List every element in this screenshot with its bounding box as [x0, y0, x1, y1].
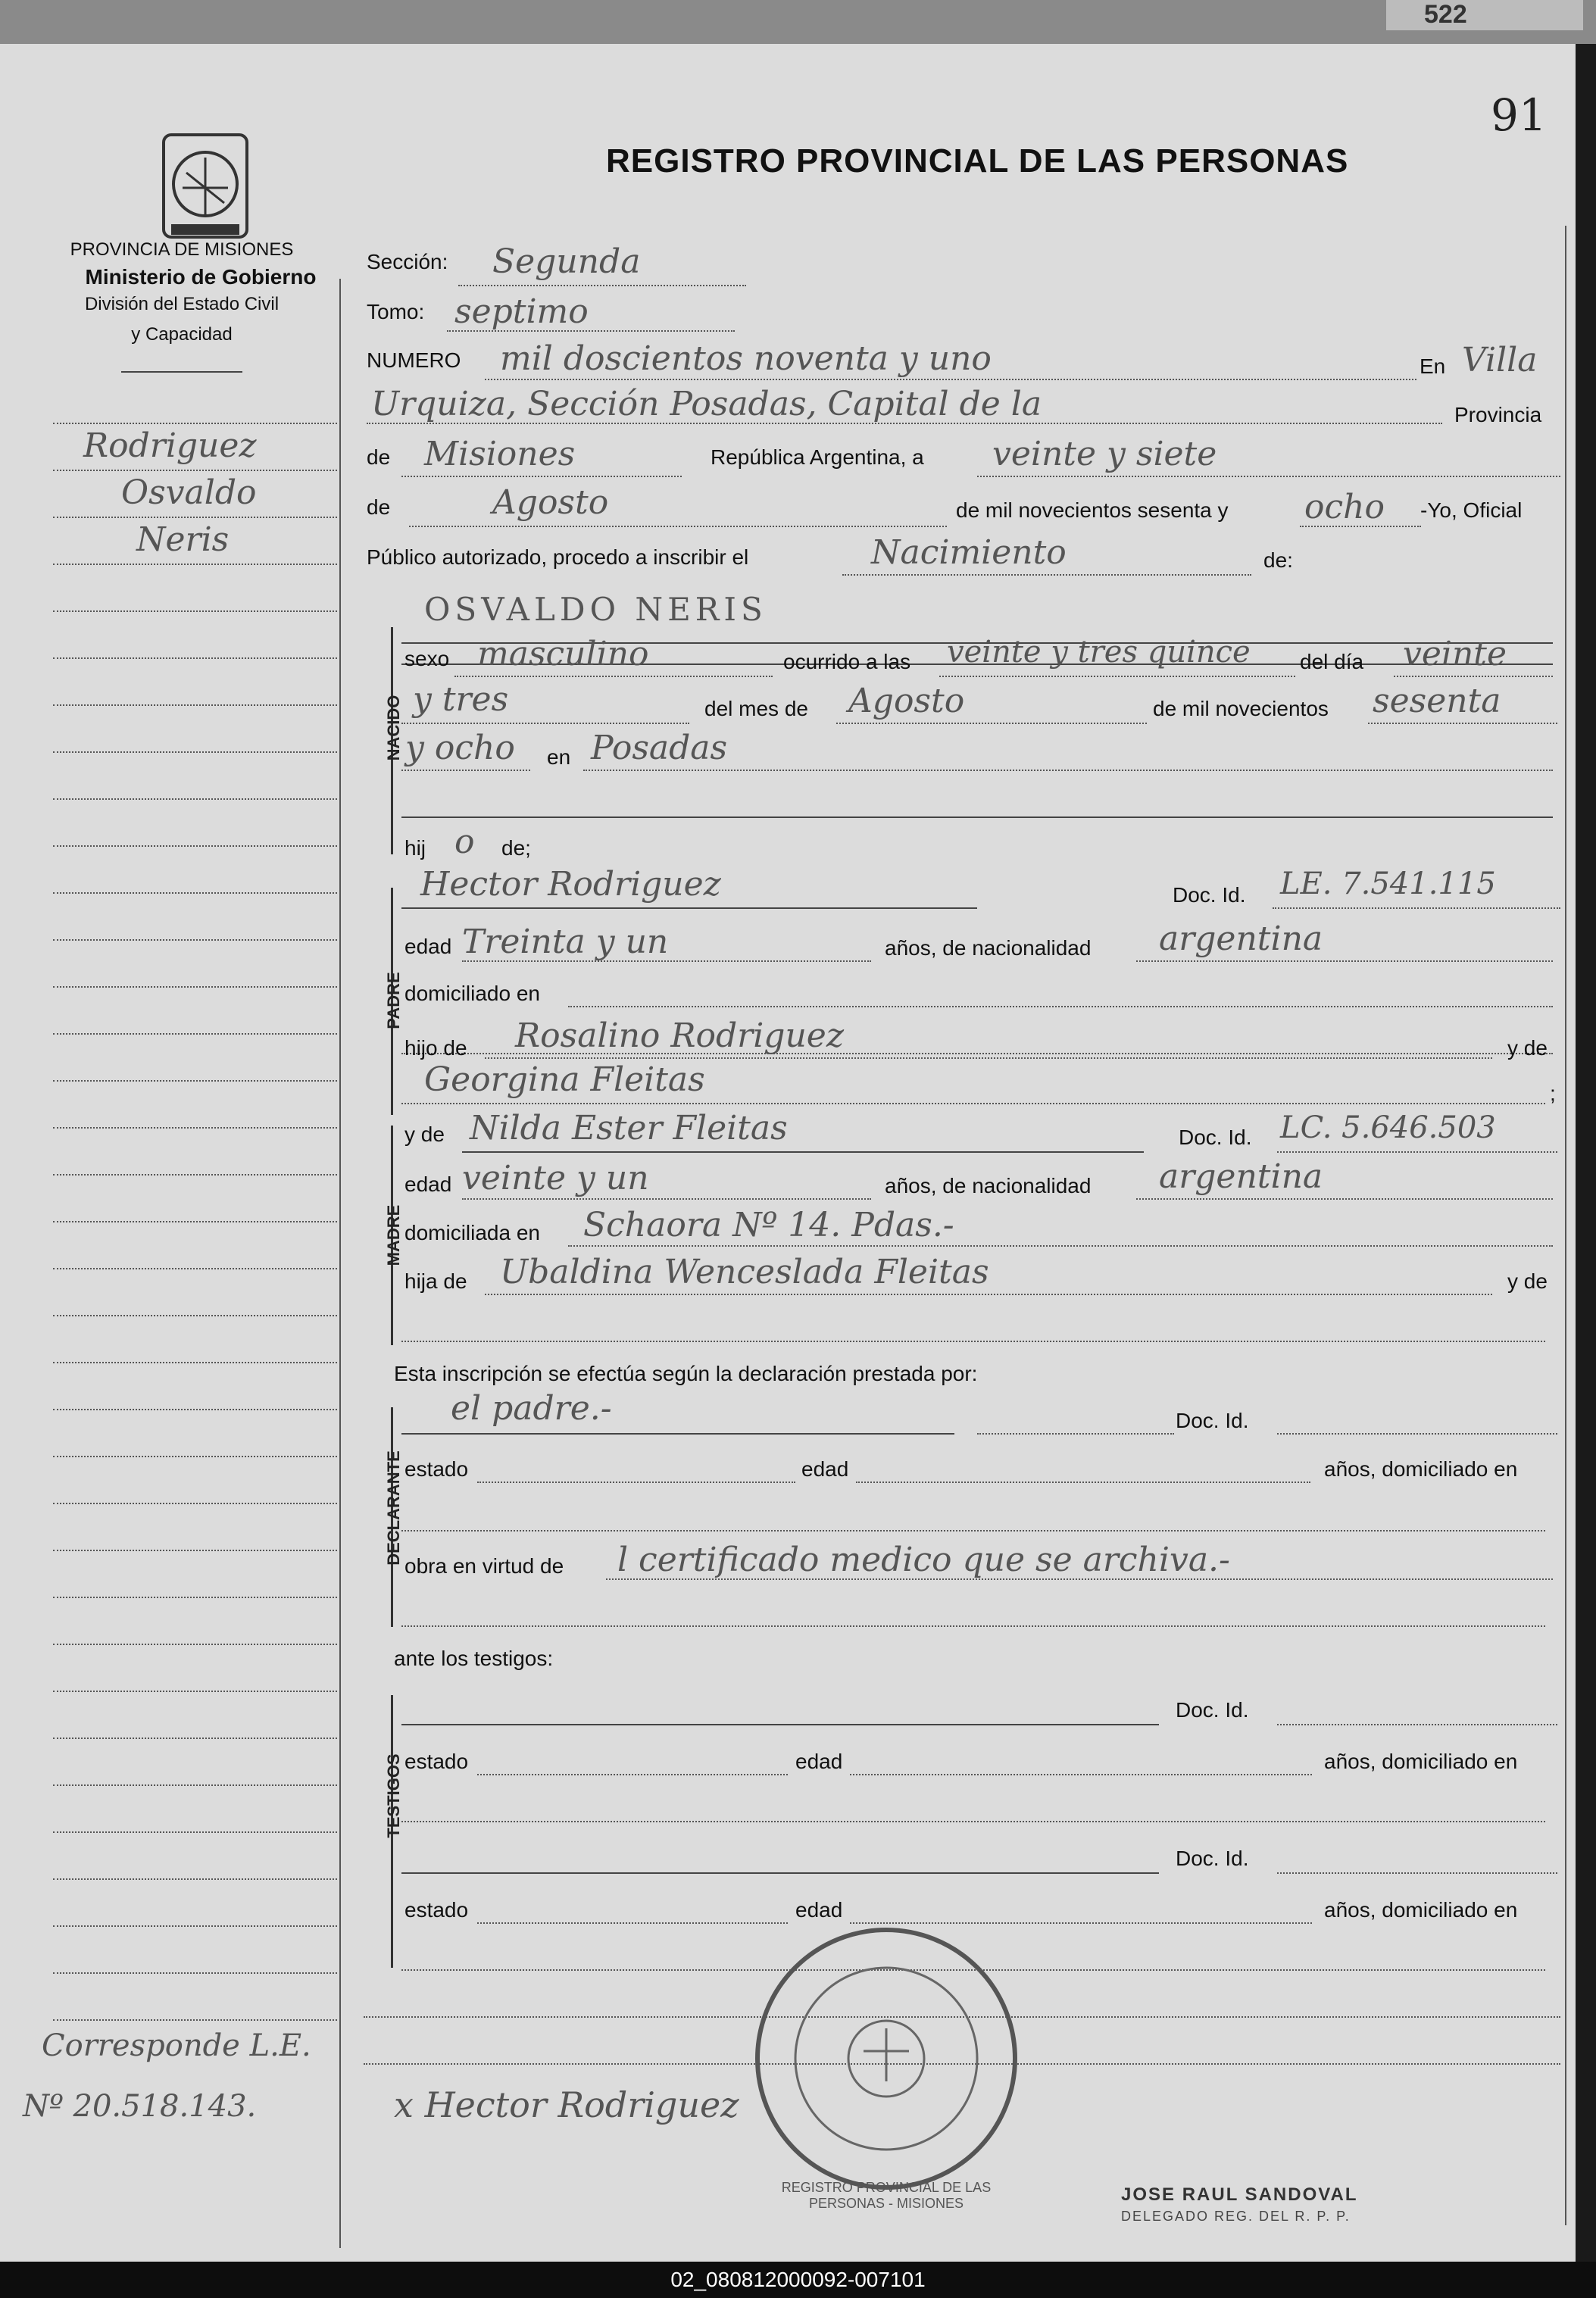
anio2-value: y ocho [405, 729, 515, 767]
declarante-section-label: DECLARANTE [384, 1450, 403, 1566]
hij-de-label: de; [501, 836, 531, 860]
anio-value: ocho [1304, 488, 1385, 526]
testigo1-dom-line [401, 1821, 1545, 1822]
madre-nombre-line [462, 1151, 1144, 1153]
de2-label: de [367, 495, 391, 519]
declarante-dom-line [401, 1530, 1545, 1531]
declarante-edad-line [856, 1482, 1310, 1483]
margin-footer-line-2: Nº 20.518.143. [23, 2089, 257, 2124]
margin-line [53, 1972, 337, 1974]
testigo1-doc-label: Doc. Id. [1176, 1698, 1249, 1722]
nacido-section-label: NACIDO [384, 695, 403, 761]
padre-madre-value: Georgina Fleitas [424, 1060, 705, 1099]
declarante-edad-label: edad [801, 1457, 849, 1481]
provincia-label: Provincia [1454, 403, 1542, 426]
official-stamp-icon [750, 1922, 1023, 2195]
madre-bottom-line [401, 1341, 1545, 1342]
anio2-line [401, 770, 530, 771]
margin-line [53, 1784, 337, 1786]
nacido-mes-value: Agosto [848, 682, 965, 720]
acto-value: Nacimiento [871, 533, 1067, 572]
provincia-line [401, 476, 682, 477]
margin-line [53, 1221, 337, 1222]
margin-line [53, 939, 337, 941]
madre-nac-line [1136, 1198, 1553, 1200]
padre-doc-line [1273, 907, 1560, 909]
madre-dom-value: Schaora Nº 14. Pdas.- [583, 1206, 954, 1244]
declarante-dom-label: años, domiciliado en [1324, 1457, 1518, 1481]
madre-nombre: Nilda Ester Fleitas [470, 1109, 788, 1147]
seccion-line [458, 285, 746, 286]
testigo2-estado-line [477, 1922, 788, 1924]
madre-yde-label: y de [404, 1122, 445, 1146]
margin-line [53, 704, 337, 706]
testigos-intro: ante los testigos: [394, 1647, 554, 1670]
margin-name-surname: Rodriguez [83, 426, 257, 465]
declarante-doc-label: Doc. Id. [1176, 1409, 1249, 1432]
padre-nac-value: argentina [1159, 920, 1323, 958]
declarante-estado-line [477, 1482, 795, 1483]
left-header-line-1: PROVINCIA DE MISIONES [70, 239, 294, 260]
lugar-en-label: en [547, 745, 571, 769]
fecha-line [977, 476, 1560, 477]
padre-yde-label: y de [1507, 1036, 1548, 1060]
testigo1-doc-line [1277, 1724, 1557, 1725]
provincial-seal-icon [148, 127, 262, 248]
en-value: Villa [1462, 341, 1538, 379]
margin-line [53, 1831, 337, 1833]
madre-doc-label: Doc. Id. [1179, 1126, 1252, 1149]
margin-line [53, 1080, 337, 1082]
margin-line [53, 470, 337, 471]
margin-line [53, 1738, 337, 1739]
testigo1-edad-label: edad [795, 1750, 843, 1773]
padre-hijo-line [485, 1057, 1492, 1059]
padre-nac-line [1136, 960, 1553, 962]
margin-line [53, 1503, 337, 1504]
margin-separator [339, 279, 341, 2248]
madre-edad-label: edad [404, 1172, 452, 1196]
margin-name-first: Osvaldo [121, 473, 257, 512]
testigo2-doc-line [1277, 1872, 1557, 1874]
madre-hija-value: Ubaldina Wenceslada Fleitas [500, 1253, 989, 1291]
declarante-estado-label: estado [404, 1457, 469, 1481]
margin-line [53, 610, 337, 612]
padre-semicolon: ; [1550, 1082, 1556, 1105]
padre-section-label: PADRE [384, 972, 403, 1029]
margin-line [53, 1644, 337, 1645]
padre-hijo-value: Rosalino Rodriguez [515, 1016, 845, 1055]
margin-line [53, 751, 337, 753]
nacido-bottom-line [401, 816, 1553, 818]
margin-footer-line-1: Corresponde L.E. [42, 2028, 311, 2063]
sexo-label: sexo [404, 647, 450, 670]
padre-hijo-label: hijo de [404, 1036, 467, 1060]
declarante-nombre: el padre.- [451, 1389, 612, 1428]
padre-nombre: Hector Rodriguez [420, 865, 721, 904]
document-page [0, 44, 1576, 2262]
margin-line [53, 1409, 337, 1410]
nacido-lugar-value: Posadas [591, 729, 728, 767]
padre-nac-label: años, de nacionalidad [885, 936, 1092, 960]
declarante-nombre-dots [977, 1433, 1174, 1435]
padre-doc-value: LE. 7.541.115 [1280, 866, 1496, 901]
testigo1-estado-label: estado [404, 1750, 469, 1773]
testigo2-estado-label: estado [404, 1898, 469, 1922]
numero-line [485, 379, 1416, 380]
madre-edad-line [462, 1198, 871, 1200]
numero-value: mil doscientos noventa y uno [500, 339, 992, 378]
publico-text: Público autorizado, procedo a inscribir el [367, 545, 749, 569]
madre-edad-value: veinte y un [462, 1159, 649, 1197]
left-header-underline [121, 371, 242, 373]
tomo-value: septimo [454, 292, 589, 331]
testigo1-edad-line [850, 1774, 1312, 1775]
margin-line [53, 1878, 337, 1880]
mes-value: Agosto [492, 483, 609, 522]
madre-doc-value: LC. 5.646.503 [1280, 1110, 1496, 1145]
dia2-value: y tres [413, 680, 509, 719]
margin-line [53, 1268, 337, 1269]
dia-value: veinte [1403, 635, 1507, 673]
nacido-nombre: OSVALDO NERIS [424, 591, 767, 628]
nacido-lugar-line [583, 770, 1553, 771]
page-number: 91 [1491, 89, 1547, 141]
declarante-bottom-line [401, 1625, 1545, 1627]
nacido-anio-value: sesenta [1373, 682, 1501, 720]
madre-section-label: MADRE [384, 1204, 403, 1266]
del-mes-label: del mes de [704, 697, 808, 720]
oficial-title: DELEGADO REG. DEL R. P. P. [1121, 2209, 1351, 2224]
madre-yde2-label: y de [1507, 1269, 1548, 1293]
margin-line [53, 1691, 337, 1692]
mil-label: de mil novecientos [1153, 697, 1329, 720]
padre-dom-line [568, 1006, 1553, 1007]
mes-line [409, 526, 947, 527]
top-background [0, 0, 1596, 44]
ocurrido-label: ocurrido a las [783, 650, 911, 673]
testigo2-nombre-line [401, 1872, 1159, 1874]
en-label: En [1420, 354, 1446, 378]
dia2-line [401, 723, 689, 724]
testigo1-nombre-line [401, 1724, 1159, 1725]
footer-id: 02_080812000092-007101 [0, 2262, 1596, 2298]
de-label: de [367, 445, 391, 469]
padre-doc-label: Doc. Id. [1173, 883, 1246, 907]
margin-name-second: Neris [136, 520, 230, 559]
dia-line [1394, 676, 1553, 677]
hora-value: veinte y tres quince [947, 635, 1251, 670]
top-stamp-number: 522 [1424, 0, 1467, 29]
margin-line [53, 845, 337, 847]
top-tab [1386, 0, 1583, 30]
declarante-intro: Esta inscripción se efectúa según la declaración prestada por: [394, 1362, 978, 1385]
hij-label: hij [404, 836, 426, 860]
tomo-label: Tomo: [367, 300, 425, 323]
madre-dom-line [568, 1245, 1553, 1247]
madre-nac-label: años, de nacionalidad [885, 1174, 1092, 1197]
anio-text: de mil novecientos sesenta y [956, 498, 1229, 522]
declarante-nombre-line [401, 1433, 954, 1435]
nacido-anio-line [1368, 723, 1557, 724]
margin-line [53, 1925, 337, 1927]
margin-line [53, 1550, 337, 1551]
padre-dom-label: domiciliado en [404, 982, 540, 1005]
seccion-value: Segunda [492, 242, 641, 281]
margin-line [53, 423, 337, 424]
madre-dom-label: domiciliada en [404, 1221, 540, 1244]
testigo2-doc-label: Doc. Id. [1176, 1847, 1249, 1870]
margin-line [53, 892, 337, 894]
obra-label: obra en virtud de [404, 1554, 564, 1578]
right-rule [1565, 226, 1566, 2225]
madre-hija-label: hija de [404, 1269, 467, 1293]
margin-line [53, 1033, 337, 1035]
margin-line [53, 798, 337, 800]
margin-line [53, 1127, 337, 1129]
signature-declarante: x Hector Rodriguez [394, 2084, 739, 2125]
testigo2-dom-label: años, domiciliado en [1324, 1898, 1518, 1922]
sexo-value: masculino [477, 635, 649, 673]
hij-value: o [454, 823, 475, 861]
left-header-line-2: Ministerio de Gobierno [85, 265, 317, 289]
testigos-section-label: TESTIGOS [384, 1753, 403, 1838]
del-dia-label: del día [1300, 650, 1364, 673]
declarante-doc-line [1277, 1433, 1557, 1435]
margin-line [53, 1456, 337, 1457]
obra-value: l certificado medico que se archiva.- [617, 1541, 1230, 1579]
margin-line [53, 657, 337, 659]
padre-edad-value: Treinta y un [462, 923, 669, 961]
margin-line [53, 1174, 337, 1176]
madre-nac-value: argentina [1159, 1157, 1323, 1196]
margin-line [53, 2019, 337, 2021]
testigo1-dom-label: años, domiciliado en [1324, 1750, 1518, 1773]
margin-line [53, 564, 337, 565]
madre-doc-line [1277, 1151, 1557, 1153]
padre-madre-line [401, 1103, 1545, 1104]
margin-line [53, 1597, 337, 1598]
margin-line [53, 986, 337, 988]
madre-hija-line [485, 1294, 1492, 1295]
nacido-mes-line [836, 723, 1147, 724]
padre-edad-label: edad [404, 935, 452, 958]
margin-line [53, 517, 337, 518]
seccion-label: Sección: [367, 250, 448, 273]
testigo1-estado-line [477, 1774, 788, 1775]
sexo-line [454, 676, 773, 677]
left-header-line-4: y Capacidad [131, 324, 233, 345]
testigo2-edad-label: edad [795, 1898, 843, 1922]
margin-line [53, 1362, 337, 1363]
left-header-line-3: División del Estado Civil [84, 294, 280, 314]
lugar-value: Urquiza, Sección Posadas, Capital de la [371, 385, 1042, 423]
official-stamp-text: REGISTRO PROVINCIAL DE LAS PERSONAS - MISIONES [781, 2180, 992, 2211]
padre-nombre-line [401, 907, 977, 909]
acto-line [842, 574, 1251, 576]
page-title: REGISTRO PROVINCIAL DE LAS PERSONAS [606, 142, 1349, 180]
de3-label: de: [1263, 548, 1293, 572]
margin-line [53, 1315, 337, 1316]
numero-label: NUMERO [367, 348, 461, 372]
provincia-value: Misiones [424, 435, 576, 473]
oficial-text: -Yo, Oficial [1420, 498, 1523, 522]
hora-line [939, 676, 1295, 677]
republica-label: República Argentina, a [711, 445, 924, 469]
oficial-name: JOSE RAUL SANDOVAL [1121, 2184, 1358, 2205]
fecha-value: veinte y siete [992, 435, 1217, 473]
